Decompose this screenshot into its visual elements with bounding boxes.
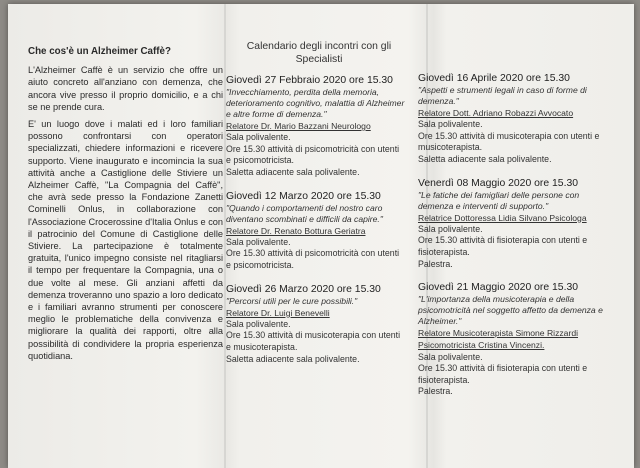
event-detail-line: Ore 15.30 attività di psicomotricità con utenti e psicomotricista.	[226, 248, 400, 270]
event-speaker: Relatrice Dottoressa Lidia Silvano Psicologa	[418, 212, 587, 223]
event-detail-line: Sala polivalente.	[418, 351, 483, 362]
intro-paragraph: E' un luogo dove i malati ed i loro familiari possono confrontarsi con operatori specializzati, chiedere informazioni e ricevere supporto. Viene inaugurato e incomincia la sua attività anche a Castiglione delle Stiviere un Alzheimer Caffè, "La Compagnia del Caffè", che avrà sede presso la Fondazione Zanetti Cominelli Onlus, in collaborazione con l'Associazione Crocerossine d'Italia Onlus e con il patrocinio del Comune di Castiglione delle Stiviere. La partecipazione è totalmente gratuita, l'unico impegno consiste nel ritagliarsi il tempo per frequentare la Compagnia, una o due volte al mese. Gli anziani affetti da demenza troveranno uno spazio a loro dedicato e i familiari avranno strumenti per conoscere meglio le problematiche della convivenza e migliorare la qualità dei rapporti, oltre alla possibilità di condividere la propria esperienza quotidiana.	[28, 119, 224, 361]
event-detail-line: Ore 15.30 attività di fisioterapia con utenti e fisioterapista.	[418, 235, 588, 257]
event-detail-line: Saletta adiacente sala polivalente.	[226, 353, 360, 364]
calendar-event	[418, 281, 608, 398]
event-date: Giovedì 12 Marzo 2020 ore 15.30	[226, 190, 381, 202]
event-detail-line: Ore 15.30 attività di fisioterapia con utenti e fisioterapista.	[418, 363, 588, 385]
event-detail-line: Saletta adiacente sala polivalente.	[418, 153, 552, 164]
event-speaker: Relatore Dr. Luigi Benevelli	[226, 307, 330, 318]
event-description: "Percorsi utili per le cure possibili."	[226, 295, 358, 306]
calendar-event	[418, 177, 608, 271]
event-description: "Aspetti e strumenti legali in caso di forme di demenza."	[418, 85, 587, 106]
event-detail-line: Ore 15.30 attività di musicoterapia con utenti e musicoterapista.	[418, 130, 600, 153]
event-detail-line: Saletta adiacente sala polivalente.	[226, 166, 360, 177]
event-speaker: Relatore Dott. Adriano Robazzi Avvocato	[418, 108, 574, 118]
event-date: Giovedì 21 Maggio 2020 ore 15.30	[418, 282, 579, 294]
event-date: Giovedì 26 Marzo 2020 ore 15.30	[226, 283, 381, 295]
event-date: Venerdì 08 Maggio 2020 ore 15.30	[418, 177, 579, 189]
event-detail-line: Ore 15.30 attività di psicomotricità con utenti e psicomotricista.	[226, 143, 400, 166]
calendar-event	[418, 72, 608, 166]
intro-column	[28, 46, 223, 367]
event-speaker: Relatore Musicoterapista Simone Rizzardi Psicomotricista Cristina Vincenzi.	[418, 328, 579, 351]
event-description: "Invecchiamento, perdita della memoria, deterioramento cognitivo, malattia di Alzheimer e altre forme di demenza."	[226, 87, 405, 119]
event-detail-line: Sala polivalente.	[226, 318, 291, 329]
event-date: Giovedì 27 Febbraio 2020 ore 15.30	[226, 75, 393, 86]
calendar-event	[226, 283, 406, 366]
event-description: "Le fatiche dei famigliari delle persone con demenza e interventi di supporto."	[418, 189, 580, 211]
event-speaker: Relatore Dr. Mario Bazzani Neurologo	[226, 121, 371, 131]
event-date: Giovedì 16 Aprile 2020 ore 15.30	[418, 73, 570, 84]
calendar-event	[226, 74, 406, 179]
event-detail-line: Palestra.	[418, 386, 453, 397]
calendar-column-1	[226, 40, 406, 376]
calendar-event	[226, 190, 406, 272]
event-detail-line: Sala polivalente.	[418, 119, 483, 130]
event-detail-line: Sala polivalente.	[418, 223, 483, 234]
intro-heading: Che cos'è un Alzheimer Caffè?	[28, 46, 171, 57]
calendar-title: Calendario degli incontri con gli Specialisti	[246, 41, 392, 65]
event-detail-line: Sala polivalente.	[226, 236, 291, 247]
event-detail-line: Sala polivalente.	[226, 132, 291, 143]
event-description: "L'importanza della musicoterapia e della psicomotricità nel soggetto affetto da demenza e Alzheimer."	[418, 294, 603, 327]
event-description: "Quando i comportamenti del nostro caro diventano scombinati e difficili da capire."	[226, 202, 383, 224]
event-detail-line: Ore 15.30 attività di musicoterapia con utenti e musicoterapista.	[226, 330, 401, 352]
event-speaker: Relatore Dr. Renato Bottura Geriatra	[226, 225, 366, 236]
event-detail-line: Palestra.	[418, 258, 453, 269]
intro-paragraph: L'Alzheimer Caffè è un servizio che offre un aiuto concreto all'anziano con demenza, che ancora vive presso il proprio domicilio, e a chi se ne prende cura.	[28, 65, 223, 112]
calendar-column-2	[418, 72, 608, 409]
